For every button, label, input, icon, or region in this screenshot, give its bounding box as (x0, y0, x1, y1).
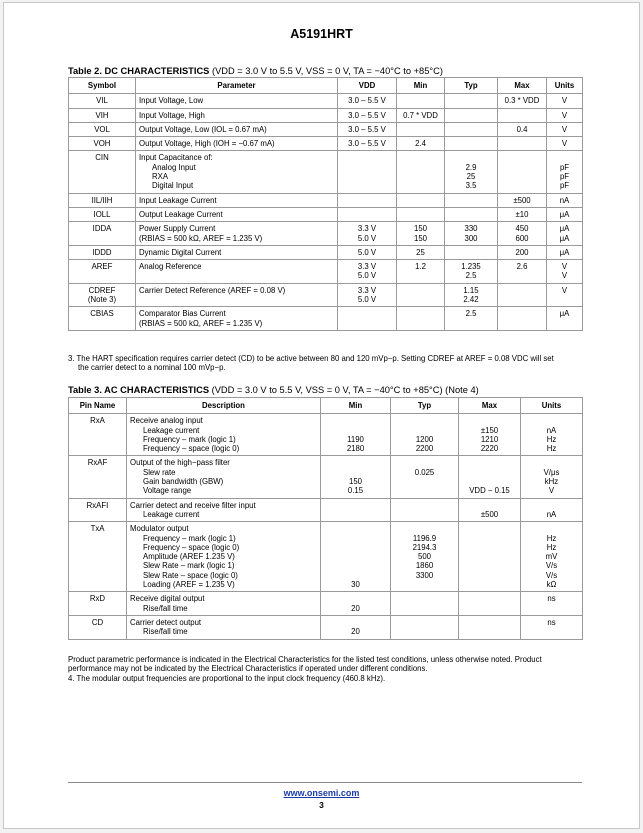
table-row (69, 207, 583, 221)
table-row (69, 122, 583, 136)
max-cell: 2.6 (498, 260, 547, 284)
typ-cell: 2.9 25 3.5 (445, 151, 498, 193)
table-row (69, 260, 583, 284)
pin-name-cell: RxD (69, 592, 127, 616)
typ-cell (445, 122, 498, 136)
page-number: 3 (319, 800, 324, 810)
units-cell: μA (547, 245, 583, 259)
typ-cell: 1196.9 2194.3 500 1860 3300 (391, 522, 459, 592)
min-cell (397, 283, 445, 307)
pin-name-cell: CD (69, 615, 127, 639)
min-cell (397, 307, 445, 331)
vdd-cell: 3.3 V 5.0 V (338, 260, 397, 284)
symbol-cell: IOLL (69, 207, 136, 221)
symbol-cell: CBIAS (69, 307, 136, 331)
units-cell: V (547, 137, 583, 151)
typ-cell (445, 207, 498, 221)
table3-column-header: Max (459, 398, 521, 414)
symbol-cell: VIH (69, 108, 136, 122)
units-cell: μA (547, 307, 583, 331)
typ-cell: 0.025 (391, 456, 459, 498)
symbol-cell: IDDA (69, 222, 136, 246)
parameter-cell: Input Leakage Current (136, 193, 338, 207)
table3-column-header: Min (321, 398, 391, 414)
table2-column-header: VDD (338, 78, 397, 94)
typ-cell (445, 94, 498, 108)
table-row (69, 615, 583, 639)
min-cell (397, 151, 445, 193)
pin-name-cell: RxA (69, 414, 127, 456)
table2-column-header: Units (547, 78, 583, 94)
typ-cell (445, 108, 498, 122)
table3-column-header: Pin Name (69, 398, 127, 414)
parameter-cell: Input Voltage, Low (136, 94, 338, 108)
table-row (69, 414, 583, 456)
units-cell: ns (521, 592, 583, 616)
table2-column-header: Max (498, 78, 547, 94)
table3-conditions: (VDD = 3.0 V to 5.5 V, VSS = 0 V, TA = −40°C to +85°C) (Note 4) (211, 385, 479, 395)
parameter-cell: Input Voltage, High (136, 108, 338, 122)
table-row (69, 498, 583, 522)
min-cell (321, 498, 391, 522)
typ-cell: 1200 2200 (391, 414, 459, 456)
table2-column-header: Min (397, 78, 445, 94)
vdd-cell (338, 207, 397, 221)
units-cell: V (547, 122, 583, 136)
typ-cell (445, 245, 498, 259)
max-cell (498, 108, 547, 122)
parameter-cell: Output Voltage, High (IOH = −0.67 mA) (136, 137, 338, 151)
units-cell: nA (521, 498, 583, 522)
vdd-cell (338, 307, 397, 331)
max-cell (498, 307, 547, 331)
table2-column-header: Parameter (136, 78, 338, 94)
min-cell: 25 (397, 245, 445, 259)
table-row (69, 137, 583, 151)
description-cell: Carrier detect and receive filter input Leakage current (127, 498, 321, 522)
website-link[interactable]: www.onsemi.com (283, 788, 360, 798)
table3-column-header: Description (127, 398, 321, 414)
min-cell (397, 94, 445, 108)
description-cell: Carrier detect output Rise/fall time (127, 615, 321, 639)
parameter-cell: Input Capacitance of: Analog Input RXA Digital Input (136, 151, 338, 193)
parameter-cell: Output Leakage Current (136, 207, 338, 221)
table-row (69, 592, 583, 616)
description-cell: Modulator output Frequency – mark (logic 1) Frequency – space (logic 0) Amplitude (AREF 1.235 V) Slew Rate – mark (logic 1) Slew Rate – space (logic 0) Loading (AREF = 1.235 V) (127, 522, 321, 592)
table-row (69, 522, 583, 592)
table3-header-row (69, 398, 583, 414)
max-cell: VDD − 0.15 (459, 456, 521, 498)
vdd-cell (338, 193, 397, 207)
units-cell: nA Hz Hz (521, 414, 583, 456)
max-cell: 0.3 * VDD (498, 94, 547, 108)
typ-cell (391, 615, 459, 639)
vdd-cell: 3.3 V 5.0 V (338, 222, 397, 246)
vdd-cell: 3.0 – 5.5 V (338, 122, 397, 136)
table-row (69, 94, 583, 108)
symbol-cell: CDREF (Note 3) (69, 283, 136, 307)
description-cell: Receive digital output Rise/fall time (127, 592, 321, 616)
table-row (69, 456, 583, 498)
table2-caption: Table 2. DC CHARACTERISTICS (VDD = 3.0 V to 5.5 V, VSS = 0 V, TA = −40°C to +85°C) (68, 66, 443, 76)
units-cell: V (547, 283, 583, 307)
units-cell: Hz Hz mV V/s V/s kΩ (521, 522, 583, 592)
parameter-cell: Power Supply Current (RBIAS = 500 kΩ, AREF = 1.235 V) (136, 222, 338, 246)
max-cell: 0.4 (498, 122, 547, 136)
vdd-cell: 5.0 V (338, 245, 397, 259)
min-cell: 30 (321, 522, 391, 592)
table2-column-header: Symbol (69, 78, 136, 94)
table-row (69, 283, 583, 307)
vdd-cell: 3.0 – 5.5 V (338, 137, 397, 151)
document-page (3, 2, 640, 829)
max-cell: ±500 (459, 498, 521, 522)
vdd-cell: 3.0 – 5.5 V (338, 108, 397, 122)
units-cell: μA (547, 207, 583, 221)
pin-name-cell: RxAF (69, 456, 127, 498)
symbol-cell: VOL (69, 122, 136, 136)
typ-cell (445, 193, 498, 207)
vdd-cell: 3.0 – 5.5 V (338, 94, 397, 108)
units-cell: nA (547, 193, 583, 207)
min-cell (397, 207, 445, 221)
symbol-cell: IIL/IIH (69, 193, 136, 207)
vdd-cell: 3.3 V 5.0 V (338, 283, 397, 307)
typ-cell: 2.5 (445, 307, 498, 331)
footer-divider (68, 782, 582, 783)
table-row (69, 222, 583, 246)
table2-note-3: 3. The HART specification requires carrier detect (CD) to be active between 80 and 120 mVp−p. Setting CDREF at AREF = 0.08 VDC will set the carrier detect to a nominal 100 mVp−p. (68, 354, 554, 373)
max-cell (459, 592, 521, 616)
table2-column-header: Typ (445, 78, 498, 94)
typ-cell: 1.15 2.42 (445, 283, 498, 307)
table3-column-header: Typ (391, 398, 459, 414)
table-row (69, 151, 583, 193)
symbol-cell: CIN (69, 151, 136, 193)
ac-characteristics-table (68, 397, 583, 640)
table3-caption: Table 3. AC CHARACTERISTICS (VDD = 3.0 V to 5.5 V, VSS = 0 V, TA = −40°C to +85°C) (Note 4) (68, 385, 479, 395)
document-title: A5191HRT (290, 27, 353, 41)
typ-cell: 330 300 (445, 222, 498, 246)
units-cell: μA μA (547, 222, 583, 246)
units-cell: V/μs kHz V (521, 456, 583, 498)
parameter-cell: Analog Reference (136, 260, 338, 284)
typ-cell (445, 137, 498, 151)
description-cell: Receive analog input Leakage current Frequency – mark (logic 1) Frequency – space (logic 0) (127, 414, 321, 456)
min-cell: 20 (321, 592, 391, 616)
min-cell: 1190 2180 (321, 414, 391, 456)
min-cell: 0.7 * VDD (397, 108, 445, 122)
typ-cell (391, 498, 459, 522)
parameter-cell: Comparator Bias Current (RBIAS = 500 kΩ, AREF = 1.235 V) (136, 307, 338, 331)
parameter-cell: Output Voltage, Low (IOL = 0.67 mA) (136, 122, 338, 136)
max-cell (498, 283, 547, 307)
typ-cell (391, 592, 459, 616)
max-cell (459, 615, 521, 639)
min-cell: 20 (321, 615, 391, 639)
pin-name-cell: RxAFI (69, 498, 127, 522)
min-cell: 150 0.15 (321, 456, 391, 498)
symbol-cell: AREF (69, 260, 136, 284)
max-cell (498, 137, 547, 151)
units-cell: V (547, 108, 583, 122)
max-cell: 200 (498, 245, 547, 259)
table-row (69, 307, 583, 331)
units-cell: ns (521, 615, 583, 639)
description-cell: Output of the high−pass filter Slew rate Gain bandwidth (GBW) Voltage range (127, 456, 321, 498)
table2-header-row (69, 78, 583, 94)
table3-notes: Product parametric performance is indicated in the Electrical Characteristics for the listed test conditions, unless otherwise noted. Product performance may not be indicated by the Electrical Characteristics if operated under different conditions. 4. The modular output frequencies are proportional to the input clock frequency (460.8 kHz). (68, 655, 542, 683)
table-row (69, 108, 583, 122)
max-cell: 450 600 (498, 222, 547, 246)
units-cell: V V (547, 260, 583, 284)
min-cell (397, 122, 445, 136)
units-cell: V (547, 94, 583, 108)
min-cell: 150 150 (397, 222, 445, 246)
symbol-cell: IDDD (69, 245, 136, 259)
dc-characteristics-table (68, 77, 583, 331)
symbol-cell: VOH (69, 137, 136, 151)
typ-cell: 1.235 2.5 (445, 260, 498, 284)
min-cell: 2.4 (397, 137, 445, 151)
pin-name-cell: TxA (69, 522, 127, 592)
max-cell (498, 151, 547, 193)
table-row (69, 245, 583, 259)
min-cell: 1.2 (397, 260, 445, 284)
table2-conditions: (VDD = 3.0 V to 5.5 V, VSS = 0 V, TA = −40°C to +85°C) (211, 66, 443, 76)
parameter-cell: Dynamic Digital Current (136, 245, 338, 259)
units-cell: pF pF pF (547, 151, 583, 193)
parameter-cell: Carrier Detect Reference (AREF = 0.08 V) (136, 283, 338, 307)
vdd-cell (338, 151, 397, 193)
min-cell (397, 193, 445, 207)
max-cell: ±150 1210 2220 (459, 414, 521, 456)
max-cell: ±10 (498, 207, 547, 221)
max-cell (459, 522, 521, 592)
table-row (69, 193, 583, 207)
max-cell: ±500 (498, 193, 547, 207)
symbol-cell: VIL (69, 94, 136, 108)
table3-column-header: Units (521, 398, 583, 414)
